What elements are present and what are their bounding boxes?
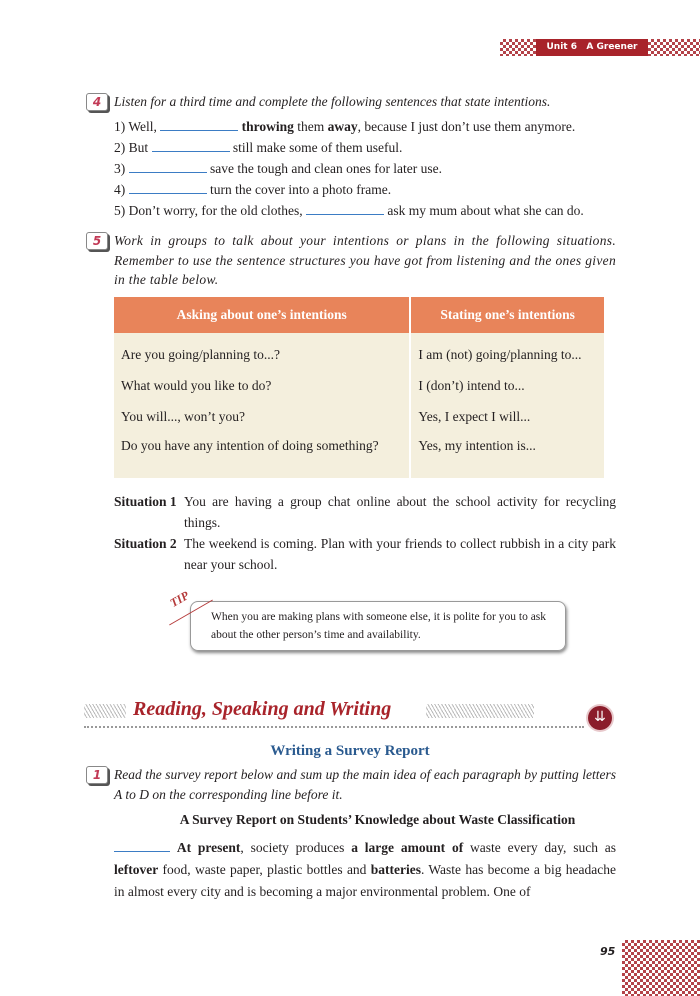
checker-decoration [622, 940, 700, 996]
sentence-text: , because I just don’t use them anymore. [357, 119, 576, 134]
answer-blank[interactable] [152, 139, 230, 152]
report-paragraph [114, 837, 616, 903]
answer-blank[interactable] [160, 118, 238, 131]
bold-phrase: leftover [114, 862, 159, 877]
table-cell: You will..., won’t you? [114, 401, 410, 432]
sentence-item [114, 200, 614, 221]
situation-label: Situation 1 [114, 494, 177, 509]
situation-label: Situation 2 [114, 536, 177, 551]
sentence-item [114, 137, 614, 158]
exercise-1-badge: 1 [86, 766, 108, 784]
unit-header [536, 39, 648, 69]
table-cell: Are you going/planning to...? [114, 333, 410, 370]
sentence-text: 2) But [114, 140, 152, 155]
bold-phrase: a large amount of [351, 840, 464, 855]
tip-label: TIP [167, 588, 192, 610]
sentence-item [114, 179, 614, 200]
table-cell: I am (not) going/planning to... [410, 333, 604, 370]
exercise-4-items [114, 116, 614, 221]
sentence-text: 5) Don’t worry, for the old clothes, [114, 203, 306, 218]
intentions-table [114, 297, 604, 478]
double-chevron-down-icon: ⇊ [588, 706, 612, 730]
exercise-5-instruction: Work in groups to talk about your intentions or plans in the following situations. Remember to use the sentence structures you have got from listening and the ones given in the table below. [114, 233, 616, 287]
tip-box [190, 601, 566, 651]
paragraph-text: waste every day, such as [463, 840, 617, 855]
table-cell: Yes, my intention is... [410, 432, 604, 478]
checker-decoration [648, 39, 700, 56]
dotted-divider [84, 726, 584, 728]
answer-blank[interactable] [306, 202, 384, 215]
table-row [114, 370, 604, 401]
exercise-4-instruction: Listen for a third time and complete the following sentences that state intentions. [114, 94, 551, 109]
sentence-text: them [293, 119, 328, 134]
sentence-text: still make some of them useful. [229, 140, 403, 155]
hatch-decoration [426, 704, 534, 718]
bold-word: away [327, 119, 358, 134]
table-cell: Do you have any intention of doing something? [114, 432, 410, 478]
bold-phrase: At present [176, 840, 241, 855]
bold-word: throwing [241, 119, 294, 134]
paragraph-text: . Waste has become a big headache in almost every city and is becoming a major environmental problem. One of [114, 862, 616, 899]
table-cell: Yes, I expect I will... [410, 401, 604, 432]
table-header: Stating one’s intentions [410, 297, 604, 333]
sentence-text: ask my mum about what she can do. [383, 203, 584, 218]
sentence-item [114, 116, 614, 137]
checker-decoration [500, 39, 536, 56]
situation-text: The weekend is coming. Plan with your friends to collect rubbish in a city park near your school. [184, 536, 616, 572]
sentence-item [114, 158, 614, 179]
bold-phrase: batteries [370, 862, 421, 877]
sentence-text: save the tough and clean ones for later use. [206, 161, 443, 176]
paragraph-text: , society produces [240, 840, 352, 855]
sentence-text: turn the cover into a photo frame. [206, 182, 392, 197]
sentence-text: 3) [114, 161, 129, 176]
paragraph-text: food, waste paper, plastic bottles and [158, 862, 371, 877]
exercise-4-badge: 4 [86, 93, 108, 111]
table-cell: What would you like to do? [114, 370, 410, 401]
situation-2 [114, 533, 616, 575]
table-cell: I (don’t) intend to... [410, 370, 604, 401]
page-number: 95 [600, 945, 616, 958]
table-row [114, 432, 604, 478]
answer-blank[interactable] [129, 181, 207, 194]
report-title: A Survey Report on Students’ Knowledge about Waste Classification [179, 812, 576, 827]
section-heading: Reading, Speaking and Writing [133, 698, 392, 720]
answer-blank[interactable] [129, 160, 207, 173]
situation-text: You are having a group chat online about the school activity for recycling things. [184, 494, 616, 530]
subsection-title: Writing a Survey Report [270, 743, 430, 759]
table-header: Asking about one’s intentions [114, 297, 410, 333]
table-row [114, 401, 604, 432]
hatch-decoration [84, 704, 126, 718]
table-row [114, 333, 604, 370]
sentence-text: 1) Well, [114, 119, 161, 134]
tip-text: When you are making plans with someone else, it is polite for you to ask about the other person’s time and availability. [211, 611, 547, 641]
unit-number: Unit 6 [546, 42, 577, 52]
sentence-text: 4) [114, 182, 129, 197]
situation-1 [114, 491, 616, 533]
exercise-1-instruction: Read the survey report below and sum up the main idea of each paragraph by putting letters A to D on the corresponding line before it. [114, 767, 616, 802]
answer-blank[interactable] [114, 839, 170, 852]
unit-title: A Greener Earth [578, 42, 638, 69]
exercise-5-badge: 5 [86, 232, 108, 250]
